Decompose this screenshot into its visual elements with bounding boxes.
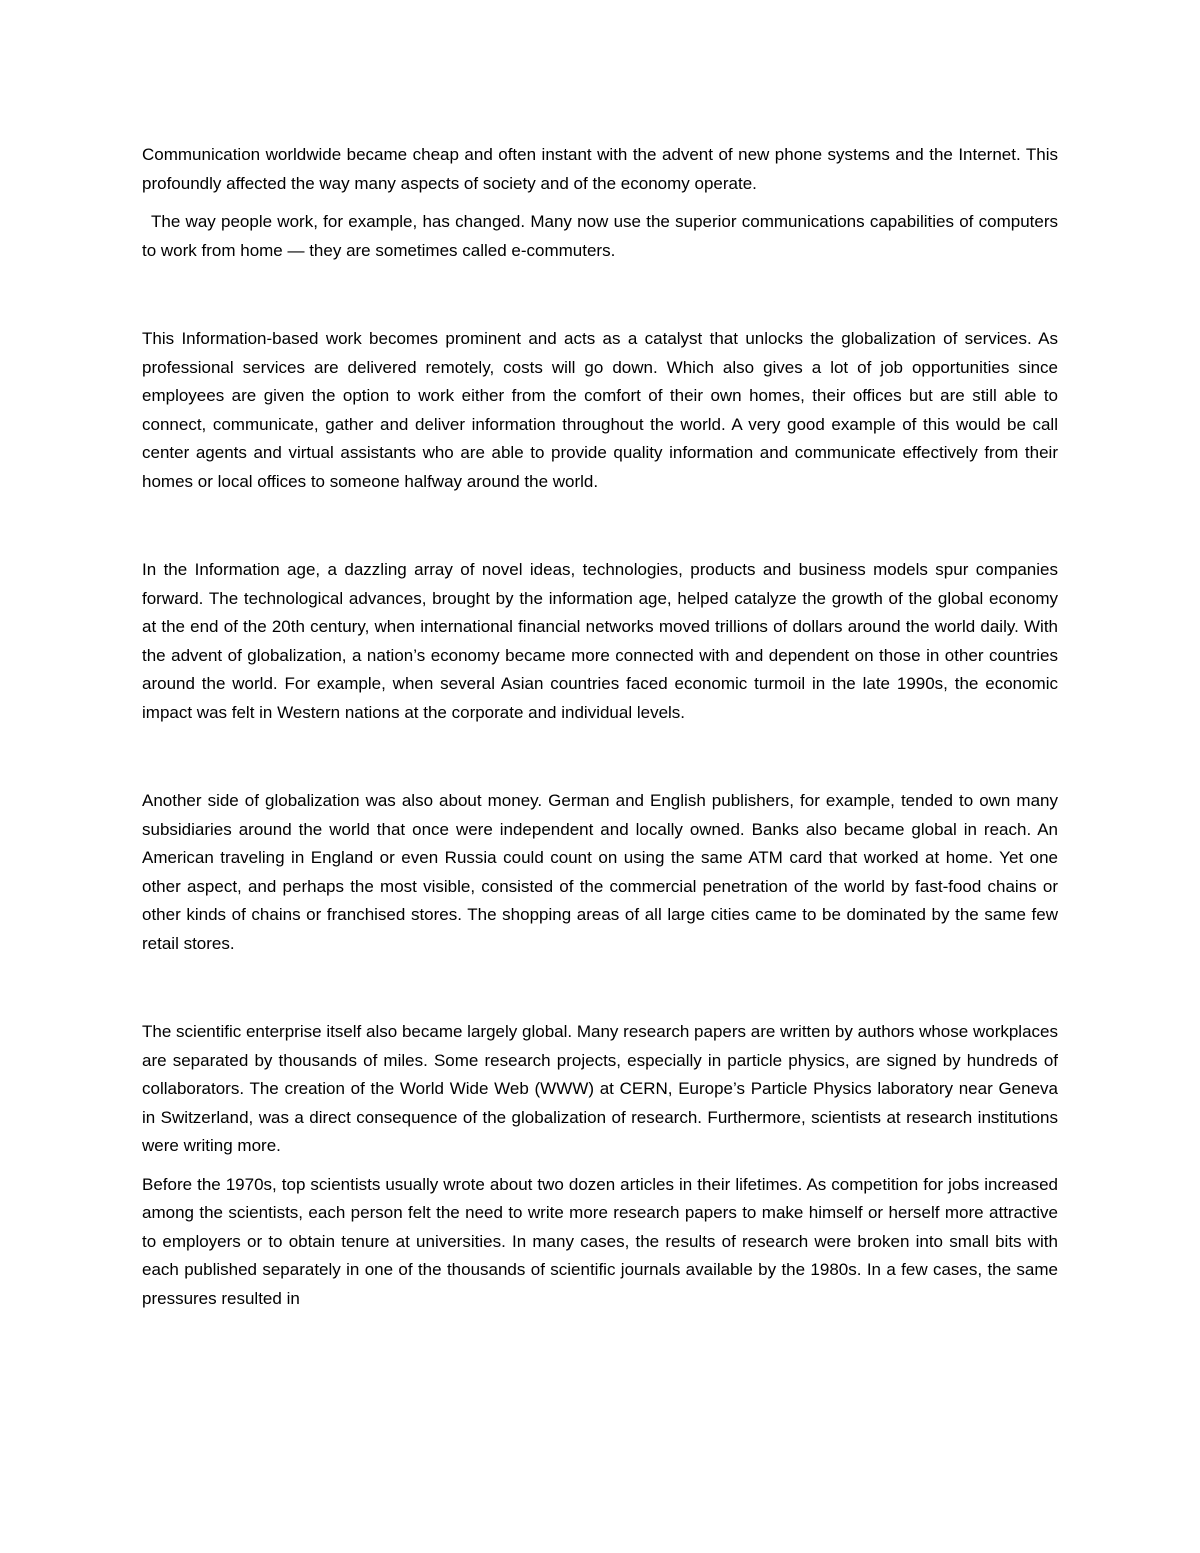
paragraph-communication: Communication worldwide became cheap and often instant with the advent of new phone systems and the Internet. This profoundly affected the way many aspects of society and of the economy operate. bbox=[142, 145, 1058, 193]
paragraph-before-1970s: Before the 1970s, top scientists usually wrote about two dozen articles in their lifetimes. As competition for jobs increased among the scientists, each person felt the need to write more research papers to make himself or herself more attractive to employers or to obtain tenure at universities. In many cases, the results of research were broken into small bits with each published separately in one of the thousands of scientific journals available by the 1980s. In a few cases, the same pressures resulted in bbox=[142, 1174, 1058, 1308]
paragraph-information-based-work: This Information-based work becomes prominent and acts as a catalyst that unlocks the globalization of services. As professional services are delivered remotely, costs will go down. Which also gives a lot of job opportunities since employees are given the option to work either from the comfort of their own homes, their offices but are still able to connect, communicate, gather and deliver information throughout the world. A very good example of this would be call center agents and virtual assistants who are able to provide quality information and communicate effectively from their homes or local offices to someone halfway around the world. bbox=[142, 329, 1058, 491]
paragraph-scientific-enterprise: The scientific enterprise itself also became largely global. Many research papers are written by authors whose workplaces are separated by thousands of miles. Some research projects, especially in particle physics, are signed by hundreds of collaborators. The creation of the World Wide Web (WWW) at CERN, Europe’s Particle Physics laboratory near Geneva in Switzerland, was a direct consequence of the globalization of research. Furthermore, scientists at research institutions were writing more. bbox=[142, 1022, 1058, 1155]
paragraph-information-age: In the Information age, a dazzling array of novel ideas, technologies, products and business models spur companies forward. The technological advances, brought by the information age, helped catalyze the growth of the global economy at the end of the 20th century, when international financial networks moved trillions of dollars around the world daily. With the advent of globalization, a nation’s economy became more connected with and dependent on those in other countries around the world. For example, when several Asian countries faced economic turmoil in the late 1990s, the economic impact was felt in Western nations at the corporate and individual levels. bbox=[142, 560, 1058, 722]
paragraph-globalization-money: Another side of globalization was also about money. German and English publishers, for example, tended to own many subsidiaries around the world that once were independent and locally owned. Banks also became global in reach. An American traveling in England or even Russia could count on using the same ATM card that worked at home. Yet one other aspect, and perhaps the most visible, consisted of the commercial penetration of the world by fast-food chains or other kinds of chains or franchised stores. The shopping areas of all large cities came to be dominated by the same few retail stores. bbox=[142, 791, 1058, 953]
paragraph-work-changes: The way people work, for example, has changed. Many now use the superior communications capabilities of computers to work from home — they are sometimes called e-commuters. bbox=[142, 212, 1058, 260]
